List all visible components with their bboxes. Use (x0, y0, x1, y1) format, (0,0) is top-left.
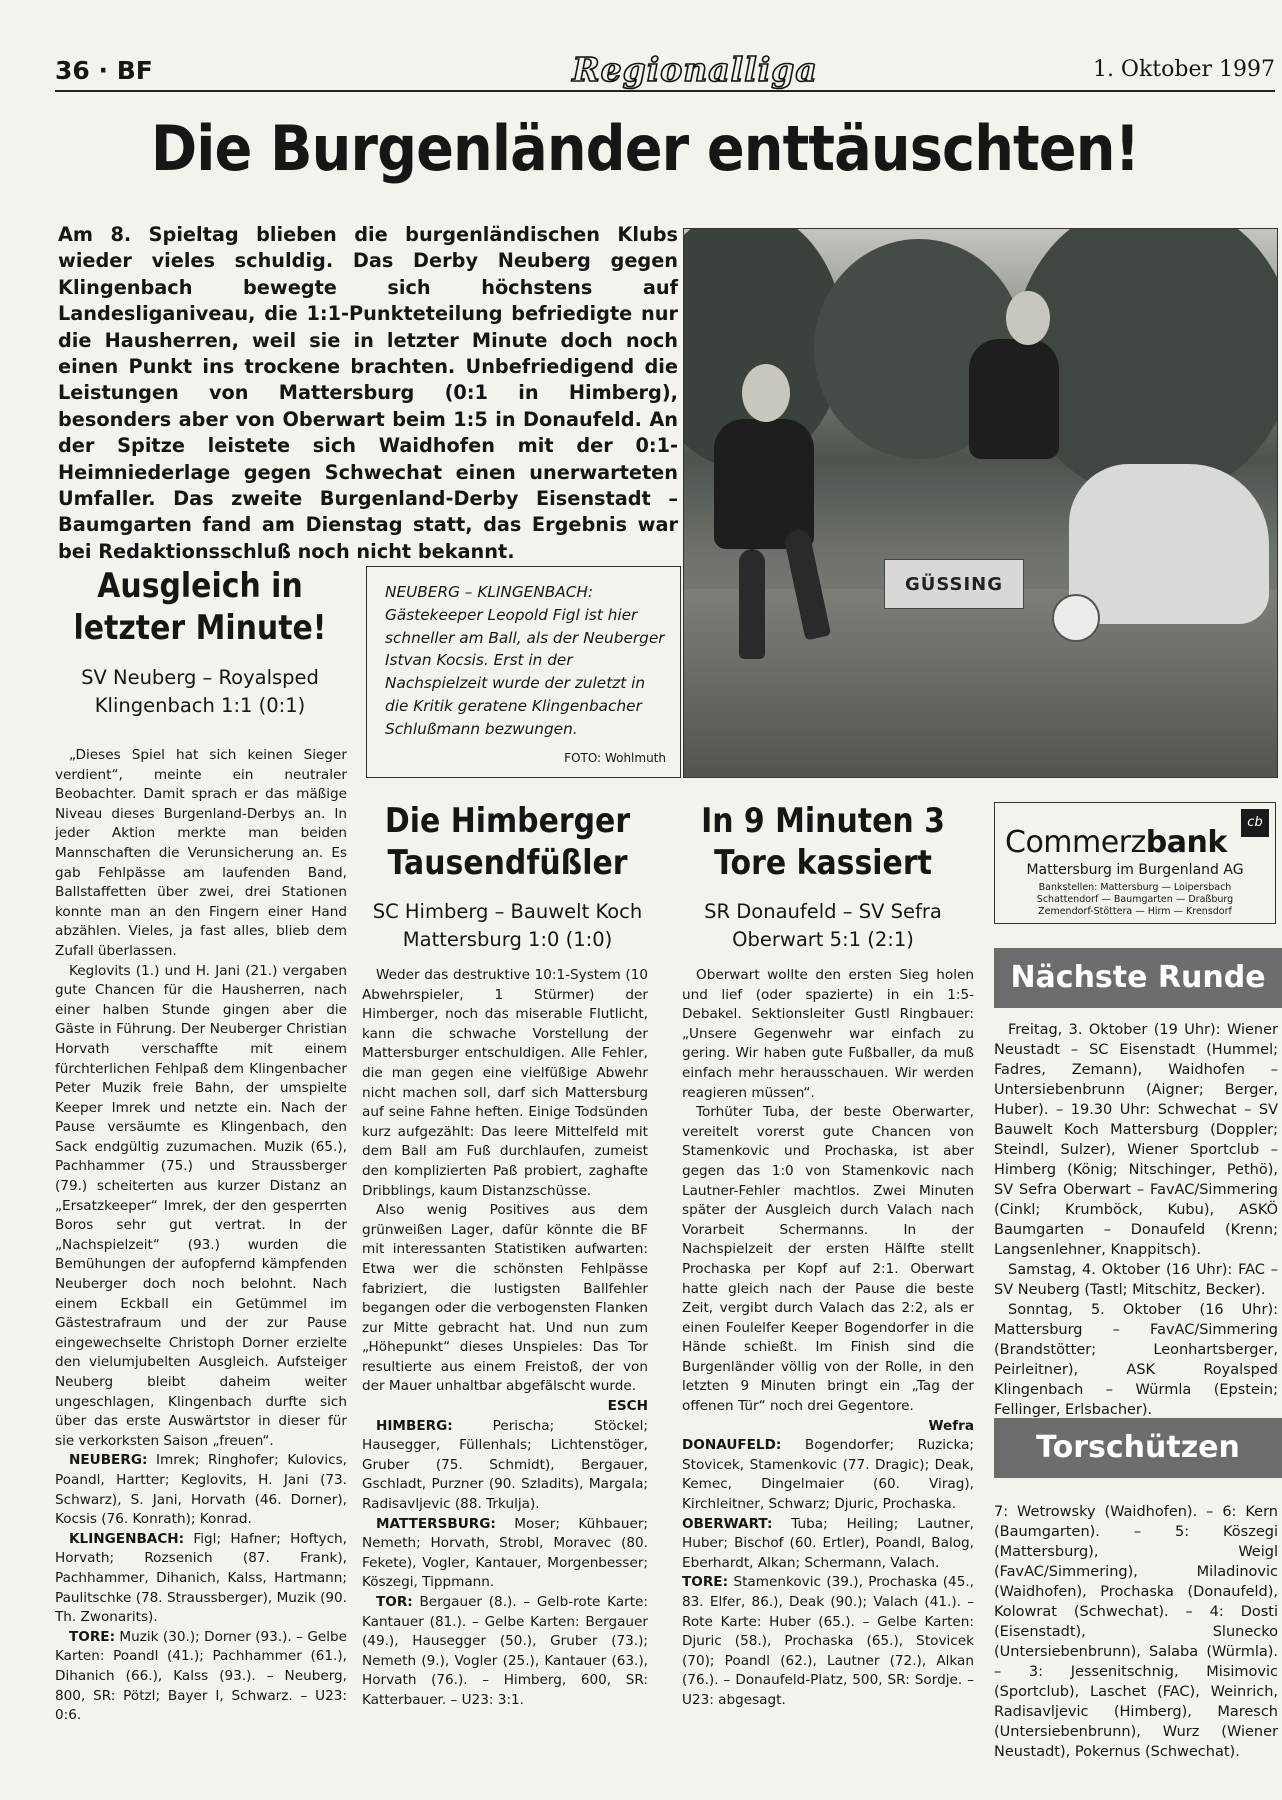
article-title: Die Himberger Tausendfüßler (384, 801, 631, 883)
photo-goalkeeper (1069, 464, 1269, 624)
photo-caption (366, 566, 681, 778)
section-title: Regionalliga (572, 50, 818, 89)
main-headline: Die Burgenländer enttäuschten! (150, 112, 1140, 185)
photo-credit: FOTO: Wohlmuth (564, 750, 666, 765)
lineup-text: Bergauer (8.). – Gelb-rote Karte: Kantauer (81.). – Gelbe Karten: Bergauer (49.), Hausegger (50.), Gruber (73.); Nemeth (9.), Vogler (25.), Kantauer (63.), Horvath (76.). – Himberg, 600, SR: Katterbauer. – U23: 3:1. (362, 1594, 648, 1708)
lineup-text: Imrek; Ringhofer; Kulovics, Poandl, Hartter; Keglovits, H. Jani (73. Schwarz), S. Jani, Horvath (46. Dorner), Kocsis (76. Konrath); Konrad. (55, 1452, 347, 1528)
next-round-text (994, 1020, 1278, 1420)
article-title: In 9 Minuten 3 Tore kassiert (701, 801, 945, 883)
photo-advertising-board: GÜSSING (884, 559, 1024, 609)
article-subtitle: SR Donaufeld – SV Sefra Oberwart 5:1 (2:1) (704, 900, 942, 951)
next-round-heading: Nächste Runde (994, 948, 1282, 1008)
article-paragraph: Keglovits (1.) und H. Jani (21.) vergaben gute Chancen für die Hausherren, nach einer halben Stunde gingen aber die Gäste in Führung. Der Neuberger Christian Horvath verschaffte mit einem fürchterlichen Fehlpaß dem Klingenbacher Peter Muzik freie Bahn, der umspielte Keeper Imrek und netzte ein. Nach der Pause versäumte es Klingenbach, den Sack endgültig zuzumachen. Muzik (65.), Pachhammer (75.) und Straussberger (79.) scheiterten aus kurzer Distanz an „Ersatzkeeper“ Imrek, der den gesperrten Boros sehr gut vertrat. In der „Nachspielzeit“ (93.) wurden die Bemühungen der aufopfernd kämpfenden Neuberger doch noch belohnt. Nach einem Eckball ein Getümmel im Gästestrafraum und der zur Pause eingewechselte Christoph Dorner erzielte den vielumjubelten Ausgleich. Aufsteiger Neuberg bleibt daheim weiter ungeschlagen, Klingenbach durfte sich über das erste Auswärtstor in dieser für sie verkorksten Saison „freuen“. (55, 962, 347, 1449)
lineup-label: MATTERSBURG: (376, 1515, 496, 1532)
lineup-label: TORE: (682, 1574, 729, 1591)
caption-text: NEUBERG – KLINGENBACH: Gästekeeper Leopold Figl ist hier schneller am Ball, als der Neuberger Istvan Kocsis. Erst in der Nachspielzeit wurde der zuletzt in die Kritik geratene Klingenbacher Schlußmann bezwungen. (385, 583, 665, 738)
lineup-label: OBERWART: (682, 1515, 773, 1532)
schedule-paragraph: Freitag, 3. Oktober (19 Uhr): Wiener Neustadt – SC Eisenstadt (Hummel; Fadres, Zemann), Waidhofen – Untersiebenbrunn (Aigner; Berger, Huber). – 19.30 Uhr: Schwechat – SV Bauwelt Koch Mattersburg (Doppler; Steindl, Sulzer), Wiener Sportclub – Himberg (König; Nitschinger, Pethö), SV Sefra Oberwart – FavAC/Simmering (Cinkl; Krumböck, Kubu), ASKÖ Baumgarten – Donaufeld (Krenn; Langsenlehner, Knappitsch). (994, 1022, 1278, 1258)
article-paragraph: Oberwart wollte den ersten Sieg holen und lief (oder spazierte) in ein 1:5-Debakel. Sektionsleiter Gustl Ringbauer: „Unsere Gegenwehr war einfach zu gering. Wir haben gute Fußballer, da muß einfach mehr herausschauen. Wir werden reagieren müssen“. (682, 967, 974, 1101)
lineup-label: NEUBERG: (69, 1452, 148, 1469)
lineup-label: HIMBERG: (376, 1417, 453, 1434)
lineup-label: KLINGENBACH: (69, 1530, 185, 1547)
schedule-paragraph: Samstag, 4. Oktober (16 Uhr): FAC – SV Neuberg (Tastl; Mitschitz, Becker). (994, 1262, 1278, 1298)
article-subtitle: SC Himberg – Bauwelt Koch Mattersburg 1:0 (1:0) (372, 900, 643, 951)
ad-branches: Bankstellen: Mattersburg — Loipersbach Schattendorf — Baumgarten — Draßburg Zemendorf-Stöttera — Hirm — Krensdorf (1036, 882, 1234, 917)
lineup-text: Bogendorfer; Ruzicka; Stovicek, Stamenkovic (77. Dragic); Deak, Kemec, Dingelmaier (60. Virag), Kirchleitner, Schwarz; Djuric, Prochaska. (682, 1437, 974, 1513)
lineup-text: Muzik (30.); Dorner (93.). – Gelbe Karten: Poandl (41.); Pachhammer (61.), Dihanich (66.), Kalss (93.). – Neuberg, 800, SR: Pötzl; Bayer I, Schwarz. – U23: 0:6. (55, 1628, 347, 1724)
lineup-text: Perischa; Stöckel; Hausegger, Füllenhals; Lichtenstöger, Gruber (75. Schmidt), Bergauer, Gschladt, Purzner (90. Szladits), Margala; Radisavljevic (88. Trkulja). (362, 1417, 648, 1513)
match-photo (683, 228, 1278, 778)
article-paragraph: Weder das destruktive 10:1-System (10 Abwehrspieler, 1 Stürmer) der Himberger, noch das miserable Flutlicht, kann die schwache Vorstellung der Mattersburger entschuldigen. Alle Fehler, die man gegen eine vielfüßige Abwehr nicht machen soll, darf sich Mattersburg auf seine Fahne heften. Einige Todsünden kurz aufgezählt: Das leere Mittelfeld mit dem Ball am Fuß durchlaufen, zumeist den komplizierten Paß probiert, zaghafte Dribblings, kaum Distanzschüsse. (362, 967, 648, 1199)
schedule-paragraph: Sonntag, 5. Oktober (16 Uhr): Mattersburg – FavAC/Simmering (Brandstötter; Leonhartsberger, Peirleitner), ASK Royalsped Klingenbach – Würmla (Epstein; Fellinger, Erlsbacher). (994, 1302, 1278, 1418)
commerzbank-ad (994, 802, 1276, 924)
photo-player-head (742, 364, 790, 422)
photo-player-right (969, 339, 1059, 459)
scorers-text: 7: Wetrowsky (Waidhofen). – 6: Kern (Baumgarten). – 5: Köszegi (Mattersburg), Weigl (FavAC/Simmering), Miladinovic (Waidhofen), Prochaska (Donaufeld), Kolowrat (Schwechat). – 4: Dosti (Eisenstadt), Slunecko (Untersiebenbrunn), Salaba (Würmla). – 3: Jessenitschnig, Misimovic (Sportclub), Laschet (FAC), Weinrich, Radisavljevic (Himberg), Maresch (Untersiebenbrunn), Wurz (Wiener Neustadt), Pokernus (Schwechat). (994, 1504, 1278, 1760)
article-body (55, 746, 347, 1726)
lineup-text: Moser; Kühbauer; Nemeth; Horvath, Strobl, Moravec (80. Fekete), Vogler, Kantauer, Morgenbesser; Köszegi, Tippmann. (362, 1515, 648, 1591)
lineup-text: Figl; Hafner; Hoftych, Horvath; Rozsenich (87. Frank), Pachhammer, Dihanich, Kalss, Hartmann; Paulitschke (78. Straussberger), Muzik (90. Th. Zwonarits). (55, 1530, 347, 1626)
bank-logo-icon: cb (1241, 809, 1269, 837)
intro-paragraph: Am 8. Spieltag blieben die burgenländischen Klubs wieder vieles schuldig. Das Derby Neuberg gegen Klingenbach bewegte sich höchstens auf Landesliganiveau, die 1:1-Punkteteilung befriedigte nur die Hausherren, weil sie in letzter Minute doch noch einen Punkt ins trockene brachten. Unbefriedigend die Leistungen von Mattersburg (0:1 in Himberg), besonders aber von Oberwart beim 1:5 in Donaufeld. An der Spitze leistete sich Waidhofen mit der 0:1-Heimniederlage gegen Schwechat einen unerwarteten Umfaller. Das zweite Burgenland-Derby Eisenstadt – Baumgarten fand am Dienstag statt, das Ergebnis war bei Redaktionsschluß noch nicht bekannt. (58, 223, 678, 563)
lineup-label: TOR: (376, 1594, 413, 1610)
article-body (682, 966, 974, 1711)
article-author: Wefra (928, 1417, 974, 1434)
article-body (362, 966, 648, 1711)
article-title: Ausgleich in letzter Minute! (73, 566, 327, 648)
article-paragraph: „Dieses Spiel hat sich keinen Sieger verdient“, meinte ein neutraler Beobachter. Damit sprach er das mäßige Niveau dieses Burgenland-Derbys an. In jeder Aktion merkte man beiden Mannschaften die Verunsicherung an. Es gab Fehlpässe am laufenden Band, Ballstaffetten über zwei, drei Stationen konnte man an den Fingern einer Hand abzählen. Vieles, ja fast alles, blieb dem Zufall überlassen. (55, 747, 347, 959)
article-paragraph: Torhüter Tuba, der beste Oberwarter, vereitelt vorerst gute Chancen von Stamenkovic und Prochaska, ist aber gegen das 1:0 von Stamenkovic nach Lautner-Fehler machtlos. Zwei Minuten später der Ausgleich durch Valach nach Vorarbeit Schermanns. In der Nachspielzeit der ersten Hälfte stellt Prochaska per Kopf auf 2:1. Oberwart hatte gleich nach der Pause die beste Zeit, vergibt durch Valach das 2:2, als er einen Foulelfer Keeper Bogendorfer in die Hände schießt. Im Finish sind die Burgenländer völlig von der Rolle, in den letzten 9 Minuten bringt ein „Tag der offenen Tür“ noch drei Gegentore. (682, 1104, 974, 1415)
photo-ball (1052, 594, 1100, 642)
article-subtitle: SV Neuberg – Royalsped Klingenbach 1:1 (0:1) (81, 666, 319, 717)
ad-bank-name: Commerzbank (1005, 825, 1227, 860)
ad-subtitle: Mattersburg im Burgenland AG (1026, 862, 1244, 878)
lineup-text: Tuba; Heiling; Lautner, Huber; Bischof (60. Ertler), Poandl, Balog, Eberhardt, Alkan; Schermann, Valach. (682, 1515, 974, 1571)
photo-player-leg (739, 549, 765, 659)
article-paragraph: Also wenig Positives aus dem grünweißen Lager, dafür könnte die BF mit interessanten Statistiken aufwarten: Etwa wer die schönsten Fehlpässe fabriziert, die lustigsten Ballfehler begangen oder die verbogensten Flanken zur Mitte gebracht hat. Und nun zum „Höhepunkt“ dieses Unspieles: Das Tor resultierte aus einem Freistoß, der von der Mauer unhaltbar abgefälscht wurde. (362, 1202, 648, 1395)
article-author: ESCH (607, 1398, 648, 1415)
lineup-label: DONAUFELD: (682, 1437, 782, 1454)
page-header (55, 52, 1275, 92)
scorers-heading: Torschützen (994, 1418, 1282, 1478)
issue-date: 1. Oktober 1997 (1092, 57, 1275, 82)
lineup-label: TORE: (69, 1628, 116, 1645)
photo-player-head (1006, 291, 1050, 345)
lineup-text: Stamenkovic (39.), Prochaska (45., 83. Elfer, 86.), Deak (90.); Valach (41.). – Rote Karte: Huber (65.). – Gelbe Karten: Djuric (58.), Prochaska (65.), Stovicek (70); Poandl (62.), Lautner (72.), Alkan (76.). – Donaufeld-Platz, 500, SR: Sordje. – U23: abgesagt. (682, 1574, 974, 1708)
page-number: 36 · BF (55, 56, 153, 85)
